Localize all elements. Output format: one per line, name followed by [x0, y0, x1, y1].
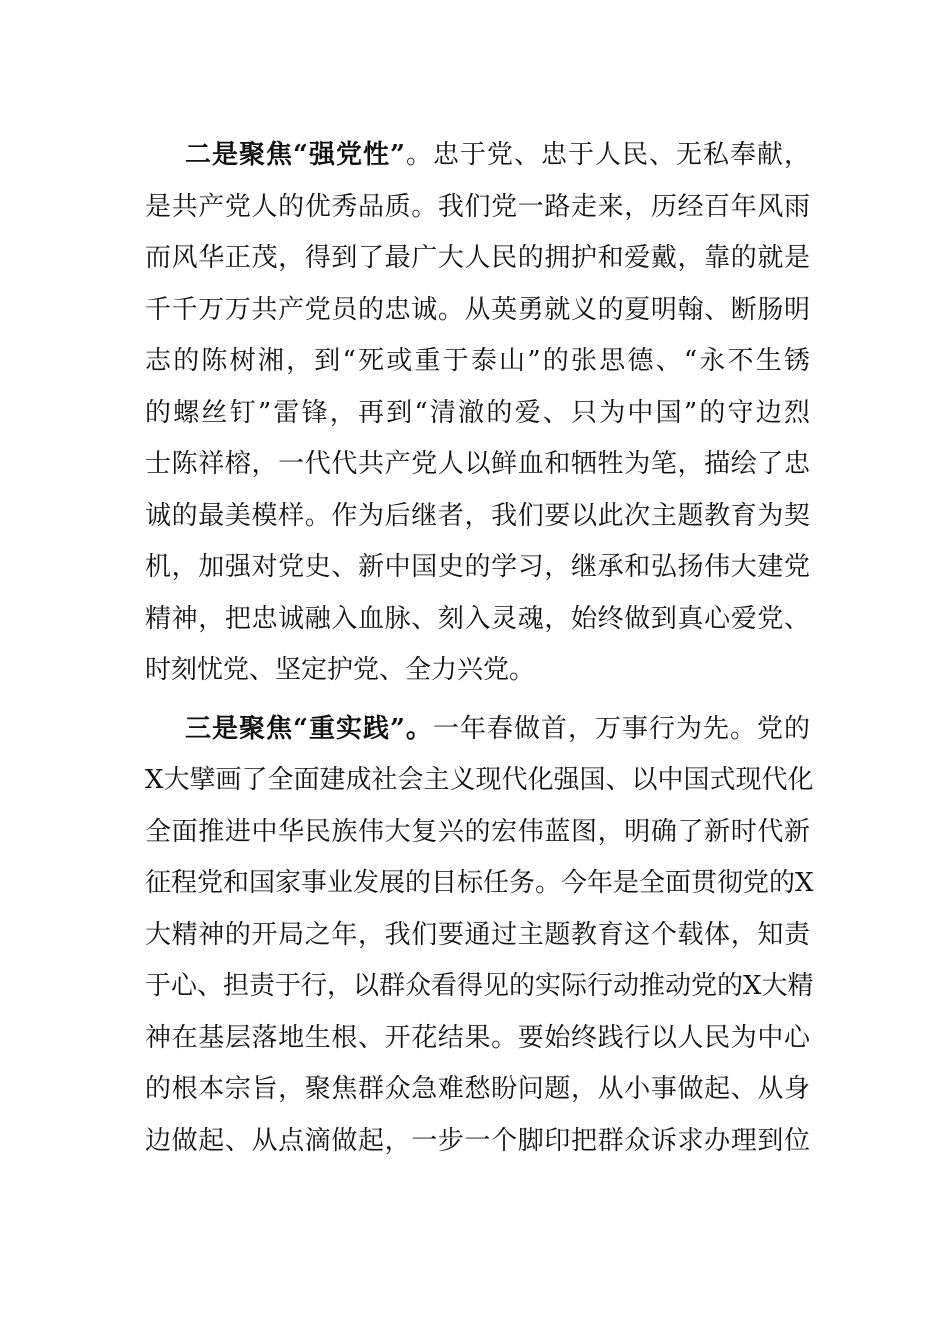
paragraph-line: 志的陈树湘，到“死或重于泰山”的张思德、“永不生锈 [145, 346, 810, 376]
paragraph-line: 士陈祥榕，一代代共产党人以鲜血和牺牲为笔，描绘了忠 [145, 449, 810, 479]
paragraph-line [145, 704, 810, 756]
paragraph-line: 的根本宗旨，聚焦群众急难愁盼问题，从小事做起、从身 [145, 1074, 810, 1104]
paragraph-line [145, 130, 810, 182]
paragraph-line: 大精神的开局之年，我们要通过主题教育这个载体，知责 [145, 919, 810, 950]
paragraph-line: 而风华正茂，得到了最广大人民的拥护和爱戴，靠的就是 [145, 243, 810, 273]
paragraph-line: 时刻忧党、坚定护党、全力兴党。 [145, 655, 536, 685]
paragraph-line-text: 。忠于党、忠于人民、无私奉献， [404, 140, 810, 170]
paragraph-line: 边做起、从点滴做起，一步一个脚印把群众诉求办理到位 [145, 1125, 810, 1156]
paragraph-line: 是共产党人的优秀品质。我们党一路走来，历经百年风雨 [145, 191, 810, 222]
paragraph-heading: 二是聚焦“强党性” [185, 140, 405, 170]
paragraph-line: 征程党和国家事业发展的目标任务。今年是全面贯彻党的X [145, 868, 814, 898]
paragraph-line: 精神，把忠诚融入血脉、刻入灵魂，始终做到真心爱党、 [145, 603, 810, 634]
paragraph-heading: 三是聚焦“重实践”。 [185, 713, 433, 744]
paragraph-line: 诚的最美模样。作为后继者，我们要以此次主题教育为契 [145, 500, 810, 531]
paragraph-line: 于心、担责于行，以群众看得见的实际行动推动党的X大精 [145, 971, 814, 1001]
paragraph-strengthen-party-spirit [145, 130, 810, 697]
paragraph-line: 神在基层落地生根、开花结果。要始终践行以人民为中心 [145, 1022, 810, 1053]
paragraph-line: 的螺丝钉”雷锋，再到“清澈的爱、只为中国”的守边烈 [145, 397, 810, 428]
paragraph-line: 千千万万共产党员的忠诚。从英勇就义的夏明翰、断肠明 [145, 294, 810, 325]
paragraph-line: 全面推进中华民族伟大复兴的宏伟蓝图，明确了新时代新 [145, 816, 810, 847]
paragraph-line: X大擘画了全面建成社会主义现代化强国、以中国式现代化 [145, 765, 814, 795]
paragraph-line: 机，加强对党史、新中国史的学习，继承和弘扬伟大建党 [145, 552, 810, 582]
paragraph-line-text: 一年春做首，万事行为先。党的 [432, 713, 810, 744]
paragraph-spacer [145, 697, 810, 704]
document-body [145, 130, 814, 1167]
paragraph-emphasize-practice [145, 704, 814, 1168]
